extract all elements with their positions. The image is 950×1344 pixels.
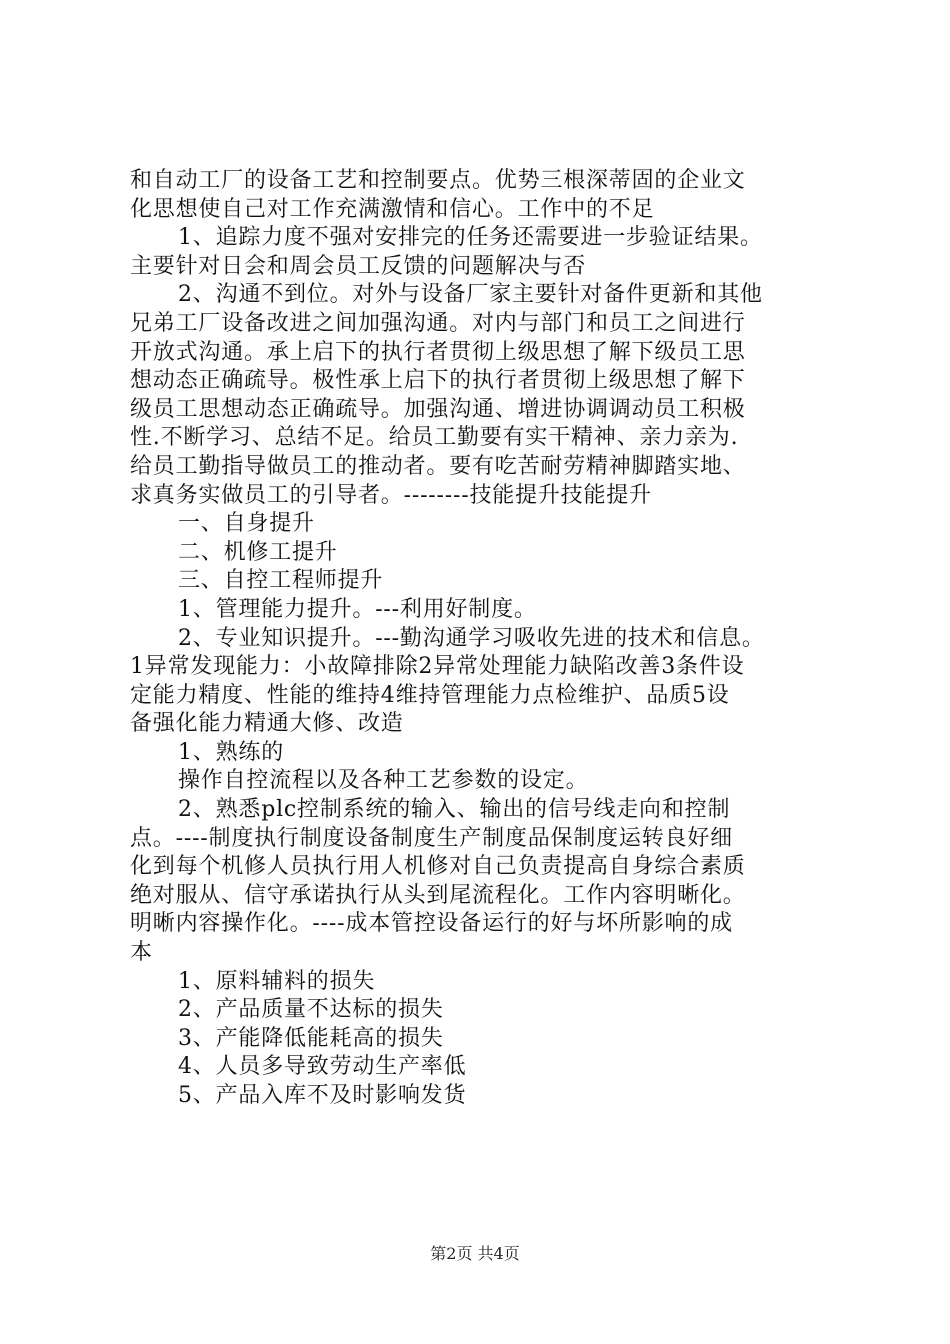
text-line: 主要针对日会和周会员工反馈的问题解决与否 (130, 253, 587, 279)
text-line: 4、人员多导致劳动生产率低 (178, 1054, 467, 1080)
text-line: 明晰内容操作化。----成本管控设备运行的好与坏所影响的成 (130, 911, 733, 937)
text-line: 给员工勤指导做员工的推动者。要有吃苦耐劳精神脚踏实地、 (130, 453, 746, 479)
text-line: 绝对服从、信守承诺执行从头到尾流程化。工作内容明晰化。 (130, 882, 746, 908)
text-line: 5、产品入库不及时影响发货 (178, 1083, 467, 1108)
page-footer: 第2页 共4页 (430, 1244, 520, 1263)
text-line: 1异常发现能力：小故障排除2异常处理能力缺陷改善3条件设 (130, 654, 745, 680)
text-line: 1、追踪力度不强对安排完的任务还需要进一步验证结果。 (178, 225, 763, 251)
text-line: 开放式沟通。承上启下的执行者贯彻上级思想了解下级员工思 (130, 339, 746, 365)
text-line: 1、熟练的 (178, 739, 284, 765)
text-line: 化到每个机修人员执行用人机修对自己负责提高自身综合素质 (130, 854, 746, 880)
document-body (130, 167, 835, 1111)
text-line: 求真务实做员工的引导者。--------技能提升技能提升 (130, 482, 652, 508)
text-line: 一、自身提升 (178, 511, 315, 537)
text-line: 3、产能降低能耗高的损失 (178, 1025, 444, 1051)
text-line: 2、产品质量不达标的损失 (178, 997, 444, 1023)
text-line: 和自动工厂的设备工艺和控制要点。优势三根深蒂固的企业文 (130, 168, 746, 193)
text-line: 操作自控流程以及各种工艺参数的设定。 (178, 768, 589, 794)
text-line: 2、专业知识提升。---勤沟通学习吸收先进的技术和信息。 (178, 625, 765, 651)
text-line: 二、机修工提升 (178, 539, 338, 565)
text-line: 想动态正确疏导。极性承上启下的执行者贯彻上级思想了解下 (130, 368, 746, 394)
text-line: 化思想使自己对工作充满激情和信心。工作中的不足 (130, 196, 655, 222)
text-line: 定能力精度、性能的维持4维持管理能力点检维护、品质5设 (130, 682, 730, 708)
text-line: 2、沟通不到位。对外与设备厂家主要针对备件更新和其他 (178, 282, 763, 308)
text-line: 1、管理能力提升。---利用好制度。 (178, 596, 537, 622)
text-line: 2、熟悉plc控制系统的输入、输出的信号线走向和控制 (178, 797, 731, 823)
text-line: 三、自控工程师提升 (178, 568, 384, 594)
text-line: 备强化能力精通大修、改造 (130, 711, 404, 737)
text-line: 本 (130, 940, 153, 966)
text-line: 1、原料辅料的损失 (178, 968, 376, 994)
text-line: 性.不断学习、总结不足。给员工勤要有实干精神、亲力亲为. (130, 425, 739, 451)
text-line: 兄弟工厂设备改进之间加强沟通。对内与部门和员工之间进行 (130, 310, 746, 336)
text-line: 级员工思想动态正确疏导。加强沟通、增进协调调动员工积极 (130, 396, 746, 422)
text-line: 点。----制度执行制度设备制度生产制度品保制度运转良好细 (130, 825, 733, 851)
